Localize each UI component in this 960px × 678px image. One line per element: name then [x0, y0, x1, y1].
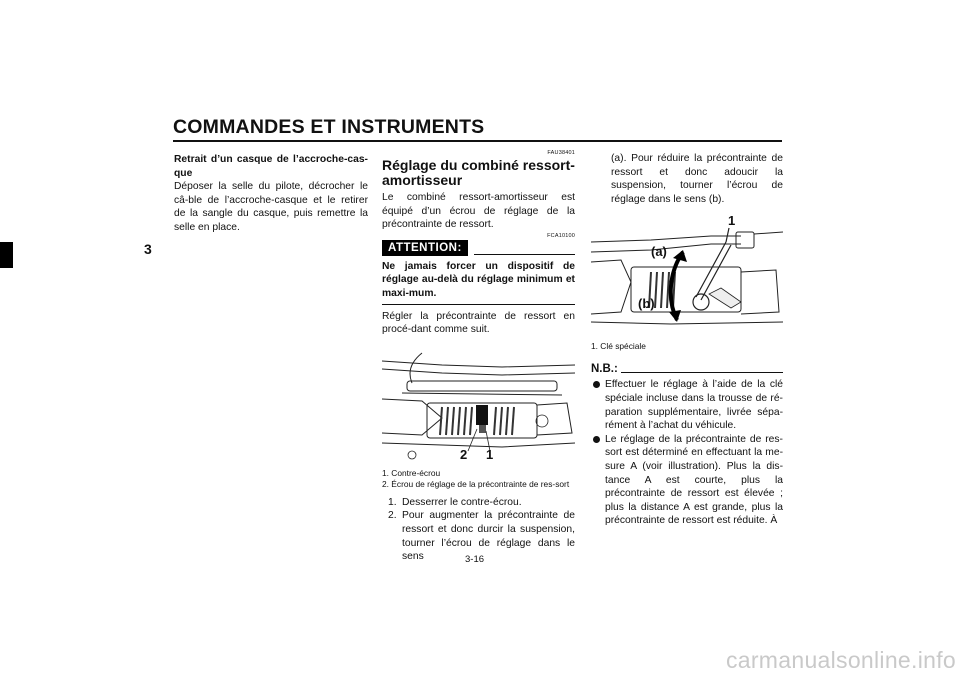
middle-column — [382, 150, 575, 564]
figure2-label-b: (b) — [638, 296, 655, 312]
attention-label: ATTENTION: — [382, 240, 468, 256]
page-number: 3-16 — [465, 554, 485, 565]
instruction-text: Régler la précontrainte de ressort en procé-dant comme suit. — [382, 310, 575, 336]
section-heading-helmet: Retrait d’un casque de l’accroche-cas-que — [174, 154, 368, 179]
bullet-icon — [593, 381, 600, 388]
nb-label: N.B.: — [591, 363, 618, 376]
wrench-illustration — [591, 212, 783, 332]
step-number: 2. — [388, 510, 397, 522]
bullet-text: Effectuer le réglage à l’aide de la clé spéciale incluse dans la trousse de ré-paration supplémentaire, livrée sépa-rément à l’achat du véhicule. — [605, 379, 783, 432]
figure1-label-1: 1 — [486, 446, 494, 462]
nb-bullets — [591, 378, 783, 528]
right-column — [591, 152, 783, 528]
list-item — [382, 496, 575, 510]
attention-rule-top — [474, 254, 575, 255]
figure-special-wrench — [591, 212, 783, 332]
step-text: Desserrer le contre-écrou. — [402, 496, 522, 508]
step-text: Pour augmenter la précontrainte de ressort et donc durcir la suspension, tourner l’écrou de réglage dans le sens — [402, 510, 575, 563]
continuation-text: (a). Pour réduire la précontrainte de ressort et donc adoucir la suspension, tourner l’écrou de réglage dans le sens (b). — [611, 153, 783, 205]
figure2-caption: 1. Clé spéciale — [591, 341, 646, 352]
page-header-title: COMMANDES ET INSTRUMENTS — [173, 116, 485, 138]
nb-rule — [621, 372, 783, 373]
figure2-label-a: (a) — [651, 244, 667, 260]
section-body-helmet: Déposer la selle du pilote, décrocher le câ-ble de l’accroche-casque et le retirer de la sangle du casque, puis remettre la selle en place. — [174, 181, 368, 233]
attention-rule-bottom — [382, 304, 575, 305]
figure1-captions — [382, 468, 575, 490]
bullet-icon — [593, 436, 600, 443]
figure2-label-1: 1 — [728, 213, 736, 229]
header-rule — [173, 140, 782, 142]
watermark: carmanualsonline.info — [725, 647, 956, 673]
attention-header — [382, 240, 575, 256]
figure-shock-absorber — [382, 343, 575, 463]
nb-header — [591, 363, 783, 375]
chapter-number: 3 — [144, 241, 152, 257]
section-intro: Le combiné ressort-amortisseur est équipé d’un écrou de réglage de la précontrainte de ressort. — [382, 192, 575, 231]
figure1-caption-2: 2. Écrou de réglage de la précontrainte de res-sort — [382, 478, 570, 489]
bullet-text: Le réglage de la précontrainte de res-sort est déterminé en effectuant la me-sure A (voir illustration). Plus la dis-tance A est courte, plus la précontrainte de ressort est élevée ; plus la distance A est grande, plus la précontrainte de ressort est réduite. À — [605, 433, 783, 527]
shock-absorber-illustration — [382, 343, 575, 463]
step-number: 1. — [388, 496, 397, 508]
list-item — [591, 378, 783, 432]
left-column — [174, 153, 368, 235]
figure1-caption-1: 1. Contre-écrou — [382, 467, 441, 478]
list-item — [591, 433, 783, 528]
section-code: FAU38401 — [547, 150, 575, 156]
figure1-label-2: 2 — [460, 446, 468, 462]
chapter-tab — [0, 242, 13, 268]
section-heading-shock: Réglage du combiné ressort-amortisseur — [382, 157, 575, 188]
attention-text: Ne jamais forcer un dispositif de réglage au-delà du réglage minimum et maxi-mum. — [382, 260, 575, 299]
attention-code: FCA10100 — [547, 232, 575, 239]
